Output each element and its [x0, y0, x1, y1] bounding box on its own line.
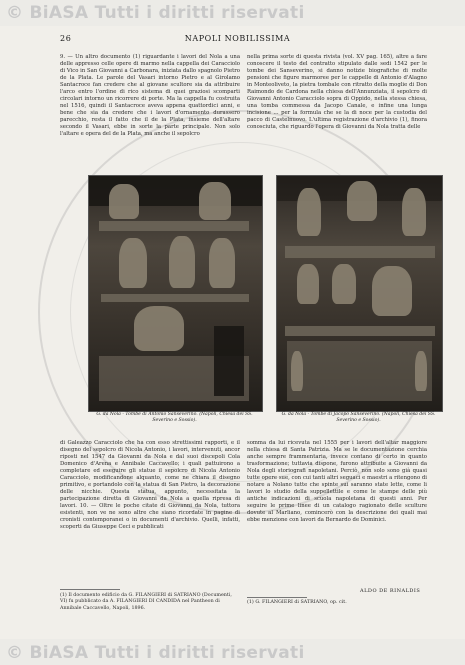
photo-tomb-jacopo-sanseverino [276, 175, 443, 412]
text-column-left-top [60, 54, 240, 138]
watermark-bottom-text: © BiASA Tutti i diritti riservati [6, 643, 305, 663]
footnote-rule-left [60, 589, 120, 590]
caption-left-photo: G. da Nola - Tombe di Antonio Sanseverino. (Napoli, Chiesa dei SS. Severino e Sossio). [96, 412, 253, 423]
paragraph: nella prima sorte di questa rivista (vol. XV pag. 165), altre a fare conoscere il testo del contratto stipulato dalle sedi 1542 per le tombe dei Sanseverino, si danno notizie biografiche di molte pensioni che figure marmoree per le cappelle di Antonio d'Alagno in Monteoliveto, la pietra tombale con ritratto della moglie di Don Raimondo de Cardona nella chiesa dell'Annunziata, il sepolcro di Giovanni Antonio Caracciolo sopra di Oppido, nella stessa chiesa, una tomba commessa da Jacopo Canale, e infine una lunga incisione ... per la formula che se la di noce per la custodia del pacco di Castelnuovo. L'ultima registrazione d'archivio (1), finora conosciuta, che riguardo l'opera di Giovanni da Nola tratta delle [247, 54, 427, 130]
text-column-right-bottom [247, 440, 427, 524]
paragraph: 9. — Un altro documento (1) riguardante i lavori del Nola a una delle appresso celle opere di marmo nella cappella dei Caracciolo di Vico in San Giovanni a Carbonara, iniziata dallo spagnolo Pietro de la Plata. Le parole del Vasari intorno Pietro e al Girolamo Santacroce fan credere che al giovane scultore sia da attribuire l'arco entro l'ordine di rico sistema di quei graziosi scomparti circolari intorno un ricorrere di porte. Ma la cappella fu costruita nel 1516, quindi il Santacroce aveva appena quattordici anni, e bene che sia da credere che i lavori d'ornamento durassero parecchio, resta il fatto che il de la Plata, insieme dell'altare secondo il Vasari, ebbe in sorte la parte principale. Non solo l'altare e opera del de la Plata, ma anche il sepolcro [60, 54, 240, 137]
caption-right-photo: G. da Nola - Tombe di Jacopo Sanseverino. (Napoli, Chiesa dei SS. Severino e Sossio). [281, 412, 436, 423]
text-column-right-top [247, 54, 427, 131]
footnote-left: (1) Il documento edificio da G. FILANGIERI di SATRIANO (Documenti, VI) fu pubblicato da A. FILANGIERI DI CANDIDA nel Pantheon di Annibale Caccavello, Napoli, 1896. [60, 593, 232, 611]
page-header [60, 34, 415, 46]
paragraph: somma da lui ricevuta nel 1555 per i lavori dell'altar maggiore nella chiesa di Santa Patrizia. Ma se le documentazione cerchia anche sempre frammentaria, invece contano di certo in quanto trasformazione; tuttavia dispone, furono attribuite a Giovanni da Nola degli storiografi napoletani. Perciò, non solo sono già quasi tutte opere sue, con cui tanti altri seguaci e maestri a ritengono di notare a Nolano tutte che spinte sui saranno state lette, come li lavori lo studio della suppellettile e come le stampe delle più antiche indicazioni di scuola napoletana di questi anni. Per seguire le prime linee di un catalogo ragionato delle sculture dovute al Marliano, comincerò con la descrizione dei quali mai ebbe menzione con lavori da Bernardo de Dominici. [247, 440, 427, 523]
author-signature: ALDO DE RINALDIS [360, 588, 421, 594]
photo-tomb-antonio-sanseverino [88, 175, 263, 412]
page-number: 26 [60, 34, 72, 43]
watermark-top-band [0, 0, 465, 26]
watermark-bottom-band [0, 639, 465, 665]
text-column-left-bottom [60, 440, 240, 531]
footnote-right: (1) G. FILANGIERI di SATRIANO, op. cit. [247, 600, 347, 605]
watermark-top-text: © BiASA Tutti i diritti riservati [6, 3, 305, 23]
footnote-rule-right [247, 597, 307, 598]
running-title: NAPOLI NOBILISSIMA [184, 34, 291, 43]
paragraph: di Galeazzo Caracciolo che ha con esso strettissimi rapporti, e il disegno del sepolcro di Nicola Antonio, i lavori, intervenuti, ancor riposti nel 1547 da Giovanni da Nola e dal suoi discepoli Cola Domenico d'Arena e Annibale Caccavello; i quali pattuirono a completare ed eseguire gli statue il sepolcro di Nicola Antonio Caracciolo, modificandone alquanto, come ne chiara il disegno primitivo, e portandolo con la statua di San Pietro, la decorazione delle nicchie. Questa statua, appunto, necessitata la partecipazione diretta di Giovanni da Nola a quella ripresa di lavori. 10. — Oltre le poche citate di Giovanni da Nola, tuttora esistenti, non ve ne sono altre che siano ricordate in pagine di cronisti contemporanei o in documenti d'archivio. Quelli, infatti, scoperti da Giuseppe Ceci e pubblicati [60, 440, 240, 530]
